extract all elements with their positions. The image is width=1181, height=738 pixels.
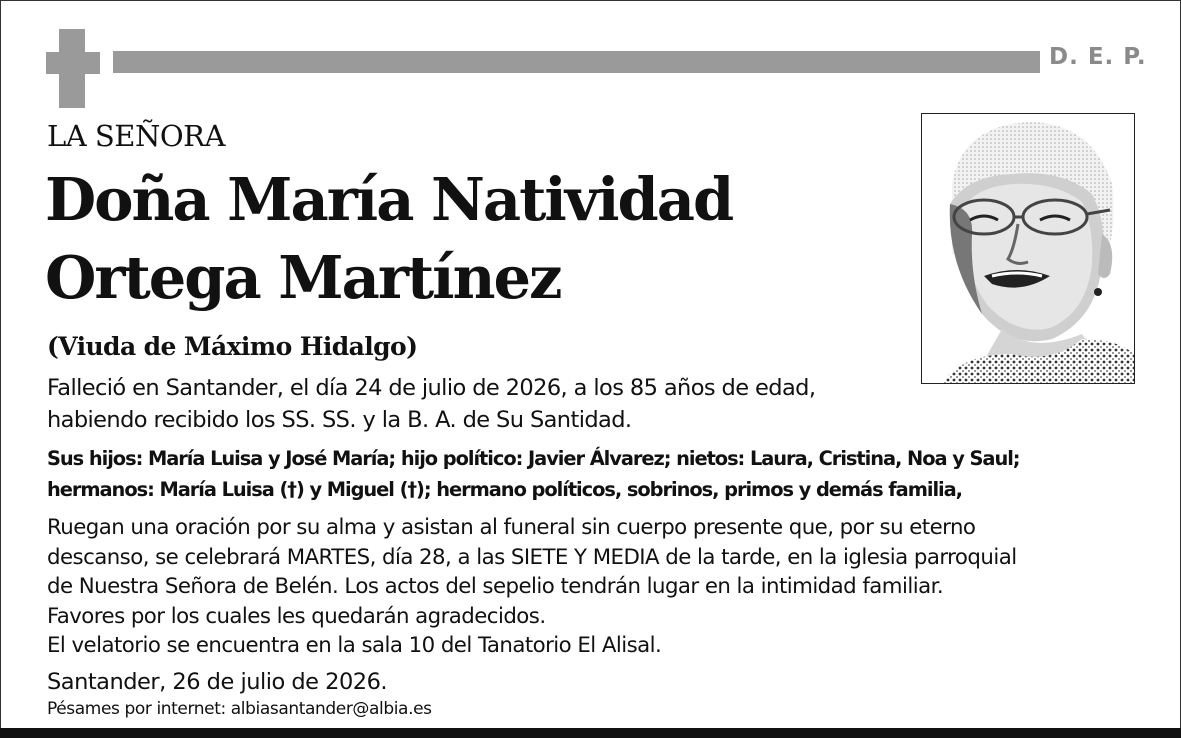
deceased-name: [45, 161, 732, 317]
condolences-link: Pésames por internet: albiasantander@albia.es: [47, 699, 432, 719]
bottom-rule: [0, 728, 1181, 738]
name-line-1: Doña María Natividad: [45, 165, 733, 234]
intro-label: LA SEÑORA: [47, 119, 225, 153]
death-notice-line-1: Falleció en Santander, el día 24 de julio de 2026, a los 85 años de edad,: [47, 375, 816, 401]
family-list: [47, 443, 1020, 505]
place-date: Santander, 26 de julio de 2026.: [47, 669, 388, 695]
header-bar: [113, 51, 1040, 73]
death-notice-line-2: habiendo recibido los SS. SS. y la B. A. de Su Santidad.: [47, 407, 632, 433]
dep-label: D. E. P.: [1049, 44, 1147, 70]
family-line-1: Sus hijos: María Luisa y José María; hijo político: Javier Álvarez; nietos: Laura, Cristina, Noa y Saul;: [47, 447, 1020, 470]
funeral-line-2: descanso, se celebrará MARTES, día 28, a las SIETE Y MEDIA de la tarde, en la iglesia parroquial: [47, 544, 1017, 570]
funeral-line-3: de Nuestra Señora de Belén. Los actos del sepelio tendrán lugar en la intimidad familiar.: [47, 574, 944, 599]
cross-icon: [46, 29, 100, 108]
portrait-photo: [921, 113, 1135, 384]
funeral-line-1: Ruegan una oración por su alma y asistan al funeral sin cuerpo presente que, por su eterno: [47, 515, 976, 540]
funeral-line-4: Favores por los cuales les quedarán agradecidos.: [47, 603, 546, 629]
funeral-details: [47, 513, 1017, 661]
family-line-2: hermanos: María Luisa (†) y Miguel (†); hermano políticos, sobrinos, primos y demás familia,: [47, 478, 962, 501]
death-notice: [47, 372, 815, 436]
funeral-line-5: El velatorio se encuentra en la sala 10 del Tanatorio El Alisal.: [47, 633, 662, 658]
widow-note: (Viuda de Máximo Hidalgo): [47, 332, 418, 361]
name-line-2: Ortega Martínez: [45, 243, 561, 312]
